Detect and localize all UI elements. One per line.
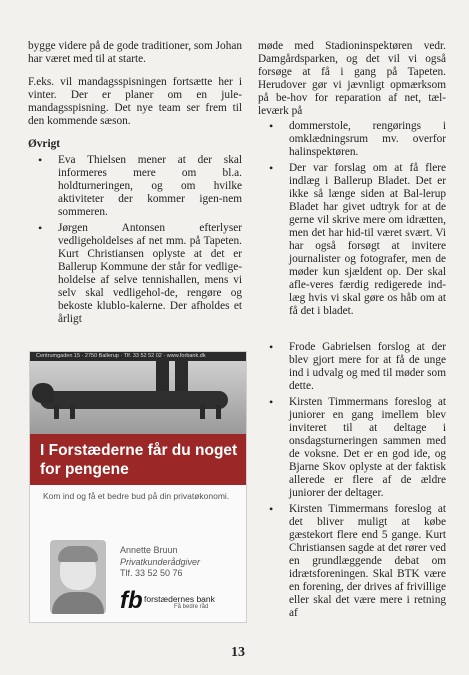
bullet-item: • Der var forslag om at få flere indlæg i Ballerup Bladet. Det er ikke så længe siden at Bal-lerup Bladet har givet udtryk for at de gerne vil skrive mere om idrætten, men det har hid-til været svært. Vi har også forsøgt at invitere journalister og fotografer, men de møder kun sjældent op. Der skal afle-veres færdig redigerede ind-læg hvis vi skal gøre os håb om at få det i bladet. <box>289 162 446 318</box>
bank-name: forstædernes bank <box>144 594 215 604</box>
dachshund-photo <box>30 361 246 434</box>
page-number: 13 <box>231 645 245 660</box>
ad-headline: I Forstæderne får du noget for pengene <box>40 442 238 478</box>
advisor-name: Annette Bruun <box>120 545 178 555</box>
bullet-item: • Eva Thielsen mener at der skal informeres mere om bl.a. holdturneringen, og om hvilke aktiviteter der kommer igen-nem sommeren. <box>58 154 242 219</box>
advisor-contact <box>120 545 200 580</box>
bank-advertisement <box>29 351 247 623</box>
ad-address-bar: Centrumgaden 15 · 2750 Ballerup · Tlf. 33 52 52 02 · www.forbank.dk <box>30 352 246 361</box>
section-heading: Øvrigt <box>28 138 60 150</box>
paragraph: bygge videre på de gode traditioner, som Johan har været med til at starte. <box>28 40 242 65</box>
bank-logo <box>120 588 240 616</box>
left-column <box>28 40 242 329</box>
bullet-item: • Frode Gabrielsen forslog at der blev gjort mere for at få de unge ind i udvalg og med til møder som dette. <box>289 341 446 393</box>
ad-subline: Kom ind og få et bedre bud på din privatøkonomi. <box>43 491 230 501</box>
dachshund-head <box>32 383 54 403</box>
right-column <box>258 40 446 623</box>
bullet-item: • dommerstole, rengørings i omklædningsrum mv. overfor halinspektøren. <box>289 120 446 159</box>
bank-logo-icon: fb <box>120 587 143 614</box>
paragraph: møde med Stadioninspektøren vedr. Damgårdsparken, og det vil vi også forsøge at få i gang på Tapeten. Herudover gør vi jævnligt opmærksom på be-hov for reparation af net, tæl-leværk på <box>258 40 446 117</box>
advisor-phone: Tlf. 33 52 50 76 <box>120 568 183 578</box>
advisor-photo <box>50 540 106 614</box>
bullet-list <box>258 120 446 318</box>
bank-tagline: Få bedre råd <box>174 604 209 610</box>
bullet-list <box>28 154 242 326</box>
bullet-item: • Kirsten Timmermans foreslog at det bliver muligt at købe gæstekort flere end 5 gange. Kurt Christiansen sagde at det rører ved en grundlæggende debat om idrætsforeningen. Skal BTK være en forening, der drives af frivillige eller skal det være mere i retning af <box>289 503 446 620</box>
bullet-list <box>258 341 446 620</box>
ad-headline-band <box>30 434 246 485</box>
paragraph: F.eks. vil mandagsspisningen fortsætte her i vinter. Der er planer om en jule-mandagsspisning. Det nye team ser frem til den kommende sæson. <box>28 76 242 127</box>
bullet-item: • Kirsten Timmermans foreslog at juniorer en gang imellem blev inviteret til at deltage i onsdagsturneringen sammen med de voksne. Det er en god ide, og Bjarne Skov oplyste at der faktisk allerede er flere af de ældre juniorer der deltager. <box>289 396 446 500</box>
spacer <box>258 321 446 341</box>
advisor-role: Privatkunderådgiver <box>120 556 201 567</box>
bullet-item: • Jørgen Antonsen efterlyser vedligeholdelses af net mm. på Tapeten. Kurt Christiansen oplyste at det er Ballerup Kommune der står for vedlige-holdelse af selve tennishallen, mens vi selv skal vedligehol-de, rengøre og bekoste klublo-kalerne. Der afholdes et årligt <box>58 222 242 326</box>
